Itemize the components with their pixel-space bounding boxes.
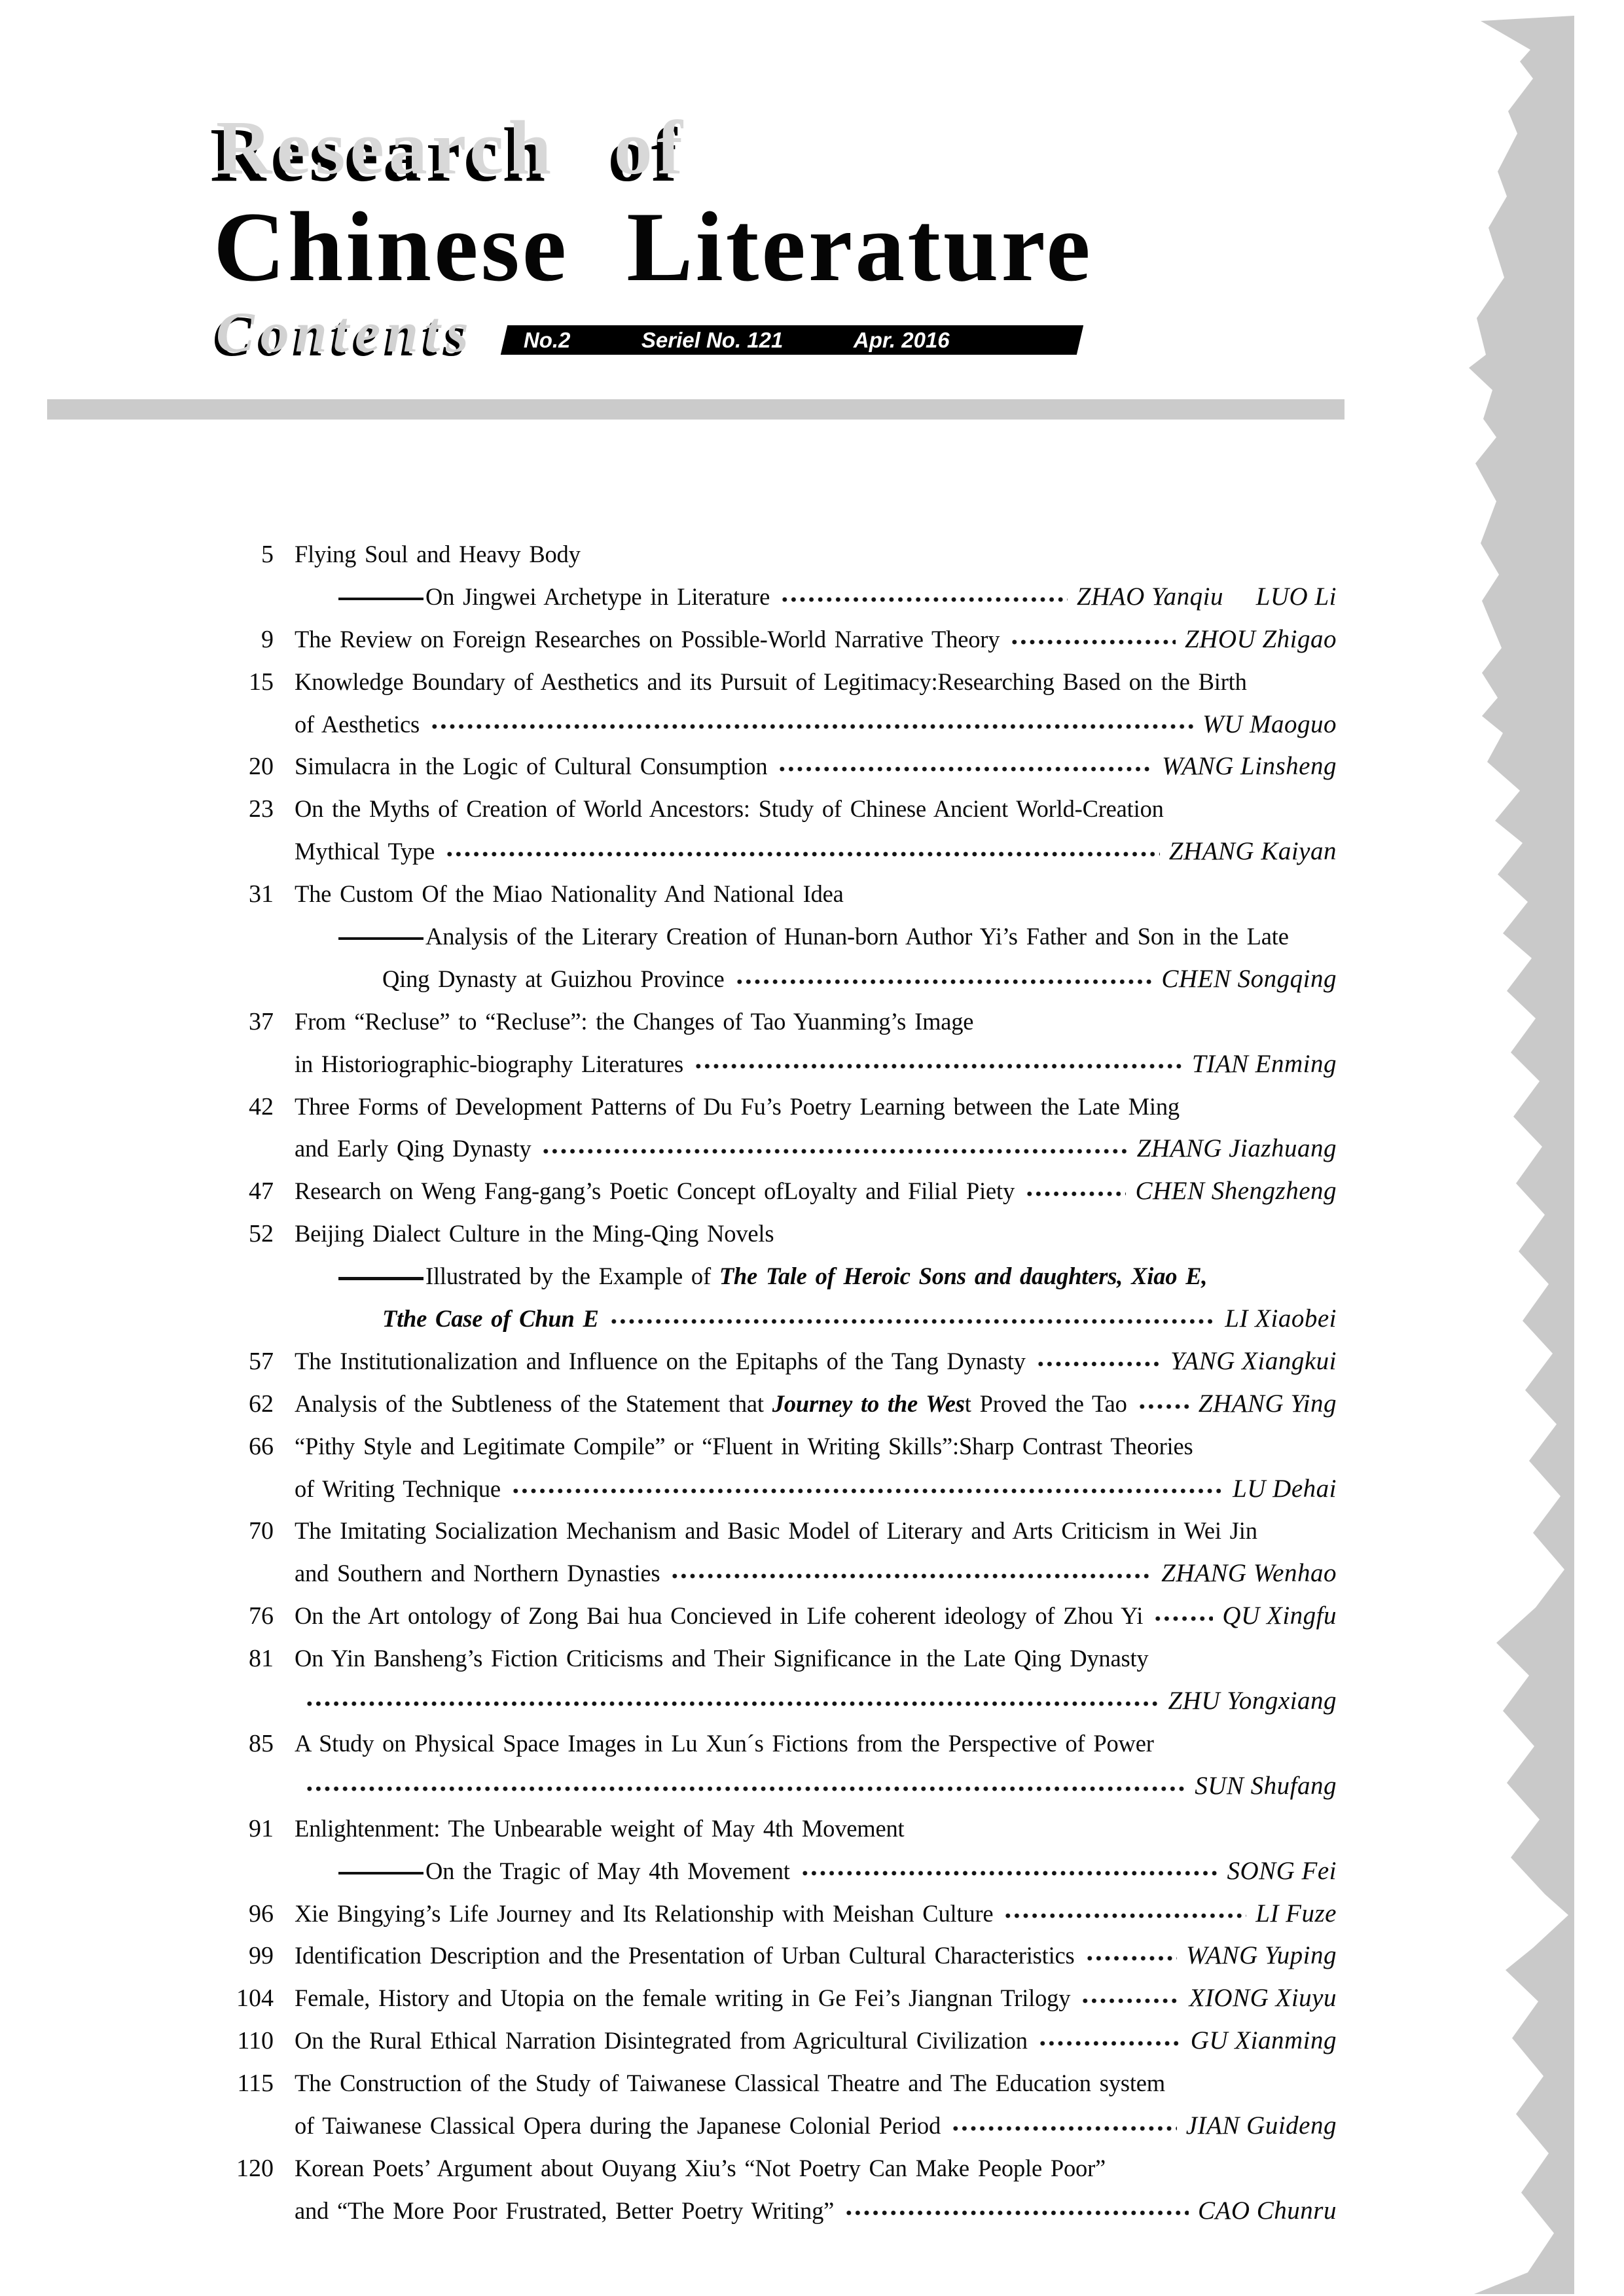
author-name: ZHANG Wenhao xyxy=(1161,1559,1337,1588)
article-title xyxy=(295,1893,993,1935)
title-segment: The Institutionalization and Influence on the Epitaphs of the Tang Dynasty xyxy=(295,1347,1026,1374)
toc-line xyxy=(216,1638,1337,1680)
toc-line xyxy=(216,2147,1337,2190)
em-dash xyxy=(338,1277,424,1280)
article-title xyxy=(338,916,1289,958)
dot-leader xyxy=(1036,1340,1161,1383)
dot-leader xyxy=(1085,1935,1177,1977)
article-title xyxy=(295,2020,1028,2062)
dot-leader xyxy=(1138,1383,1189,1426)
dot-leader xyxy=(305,1680,1159,1723)
title-segment: Korean Poets’ Argument about Ouyang Xiu’s “Not Poetry Can Make People Poor” xyxy=(295,2154,1106,2181)
em-dash xyxy=(338,1872,424,1875)
article-title xyxy=(295,1552,660,1595)
page-number: 91 xyxy=(249,1814,274,1842)
dot-leader xyxy=(1153,1595,1213,1638)
banner-issue-number: No.2 xyxy=(524,327,571,352)
header-divider-bar xyxy=(47,399,1344,420)
toc-line xyxy=(216,2062,1337,2105)
toc-line xyxy=(216,1850,1337,1893)
author-name: CHEN Songqing xyxy=(1161,964,1337,993)
title-segment: A Study on Physical Space Images in Lu Xun´s Fictions from the Perspective of Power xyxy=(295,1729,1154,1757)
page-number: 42 xyxy=(249,1092,274,1121)
author-name: WANG Yuping xyxy=(1186,1941,1337,1970)
toc-line xyxy=(216,1043,1337,1086)
author-name: GU Xianming xyxy=(1190,2026,1337,2055)
author-name: LU Dehai xyxy=(1233,1474,1337,1503)
title-segment: On Yin Bansheng’s Fiction Criticisms and Their Significance in the Late Qing Dynasty xyxy=(295,1645,1149,1672)
toc-line xyxy=(216,2020,1337,2062)
author-name: CAO Chunru xyxy=(1198,2196,1337,2225)
toc-line xyxy=(216,661,1337,704)
title-segment: The Review on Foreign Researches on Possible-World Narrative Theory xyxy=(295,625,1000,653)
banner-date: Apr. 2016 xyxy=(853,327,950,352)
article-title xyxy=(295,2147,1106,2190)
title-segment: The Imitating Socialization Mechanism and Basic Model of Literary and Arts Criticism in Wei Jin xyxy=(295,1517,1257,1545)
journal-title-line2: Chinese Literature xyxy=(213,192,1093,302)
article-title xyxy=(295,1935,1075,1977)
title-segment: Xie Bingying’s Life Journey and Its Relationship with Meishan Culture xyxy=(295,1899,994,1927)
title-segment: in Historiographic-biography Literatures xyxy=(295,1050,683,1077)
title-segment: t Proved the Tao xyxy=(964,1390,1127,1417)
title-segment: Simulacra in the Logic of Cultural Consumption xyxy=(295,753,768,780)
page-number: 96 xyxy=(249,1899,274,1928)
title-segment: and “The More Poor Frustrated, Better Poetry Writing” xyxy=(295,2197,835,2224)
article-title xyxy=(295,788,1164,831)
author-name: WANG Linsheng xyxy=(1161,752,1337,781)
author-name: SUN Shufang xyxy=(1195,1771,1337,1800)
article-title xyxy=(295,1383,1127,1426)
title-segment: Analysis of the Subtleness of the Statement that xyxy=(295,1390,772,1417)
page-number: 115 xyxy=(237,2070,274,2098)
toc-line xyxy=(216,1255,1337,1298)
title-segment: Enlightenment: The Unbearable weight of May 4th Movement xyxy=(295,1814,905,1842)
title-segment: On the Art ontology of Zong Bai hua Concieved in Life coherent ideology of Zhou Yi xyxy=(295,1602,1144,1630)
author-name: TIAN Enming xyxy=(1191,1049,1337,1078)
em-dash xyxy=(338,598,424,601)
contents-heading: Contents xyxy=(216,301,475,365)
page-number: 66 xyxy=(249,1432,274,1460)
author-name: QU Xingfu xyxy=(1222,1602,1337,1630)
page-number: 37 xyxy=(249,1007,274,1035)
page-number: 81 xyxy=(249,1645,274,1673)
title-segment: Beijing Dialect Culture in the Ming-Qing Novels xyxy=(295,1220,774,1247)
dot-leader xyxy=(609,1298,1216,1340)
dot-leader xyxy=(1038,2020,1182,2062)
article-title xyxy=(295,2105,941,2147)
title-segment: Flying Soul and Heavy Body xyxy=(295,541,581,567)
page-number: 20 xyxy=(249,753,274,781)
article-title xyxy=(295,1170,1015,1213)
article-title xyxy=(295,1001,973,1043)
toc-line xyxy=(216,1765,1337,1808)
article-title xyxy=(295,745,767,788)
article-title xyxy=(295,1638,1148,1680)
toc-line xyxy=(216,1808,1337,1850)
dot-leader xyxy=(694,1043,1183,1086)
toc-line xyxy=(216,788,1337,831)
article-title xyxy=(338,1255,1207,1298)
toc-line xyxy=(216,1340,1337,1383)
article-title xyxy=(295,1128,531,1170)
article-title xyxy=(295,1723,1154,1765)
dot-leader xyxy=(844,2190,1189,2233)
dot-leader xyxy=(801,1850,1218,1893)
toc-line xyxy=(216,1383,1337,1426)
title-segment: On Jingwei Archetype in Literature xyxy=(425,583,770,610)
article-title xyxy=(295,873,844,916)
title-segment: From “Recluse” to “Recluse”: the Changes of Tao Yuanming’s Image xyxy=(295,1007,974,1035)
author-name: JIAN Guideng xyxy=(1185,2111,1337,2140)
dot-leader xyxy=(445,831,1160,873)
title-segment: Research on Weng Fang-gang’s Poetic Concept ofLoyalty and Filial Piety xyxy=(295,1177,1015,1205)
article-title xyxy=(295,1043,683,1086)
title-segment: Identification Description and the Presentation of Urban Cultural Characteristics xyxy=(295,1942,1075,1969)
article-title xyxy=(295,2190,834,2233)
toc-line xyxy=(216,1723,1337,1765)
title-segment: The Construction of the Study of Taiwanese Classical Theatre and The Education system xyxy=(295,2070,1165,2097)
author-name: XIONG Xiuyu xyxy=(1189,1984,1337,2013)
toc-line xyxy=(216,873,1337,916)
page-number: 52 xyxy=(249,1220,274,1248)
banner-serial-number: Seriel No. 121 xyxy=(641,327,783,352)
title-segment: “Pithy Style and Legitimate Compile” or “Fluent in Writing Skills”:Sharp Contrast Theories xyxy=(295,1432,1193,1460)
article-title xyxy=(295,1426,1193,1468)
page-number: 110 xyxy=(237,2027,274,2055)
dot-leader xyxy=(511,1468,1223,1511)
toc-line xyxy=(216,1213,1337,1255)
page-number: 47 xyxy=(249,1177,274,1206)
page-number: 70 xyxy=(249,1517,274,1545)
article-title xyxy=(295,533,581,576)
toc-line xyxy=(216,576,1337,619)
toc-line xyxy=(216,1510,1337,1552)
page-number: 5 xyxy=(261,541,274,568)
title-segment: Tthe Case of Chun E xyxy=(382,1305,599,1333)
toc-line xyxy=(216,1468,1337,1511)
title-segment: and Early Qing Dynasty xyxy=(295,1135,532,1162)
article-title xyxy=(382,958,725,1001)
dot-leader xyxy=(541,1128,1127,1170)
toc-line xyxy=(216,619,1337,661)
article-title xyxy=(295,661,1247,704)
toc-line xyxy=(216,1170,1337,1213)
dot-leader xyxy=(778,745,1153,788)
author-name: ZHANG Jiazhuang xyxy=(1136,1134,1337,1163)
article-title xyxy=(295,619,1000,661)
author-name: LI Xiaobei xyxy=(1225,1304,1337,1333)
author-name: ZHOU Zhigao xyxy=(1185,624,1337,653)
toc-line xyxy=(216,1595,1337,1638)
dot-leader xyxy=(670,1552,1152,1595)
dot-leader xyxy=(1010,619,1176,661)
toc-line xyxy=(216,1680,1337,1723)
author-name: ZHU Yongxiang xyxy=(1168,1687,1337,1715)
title-segment: Illustrated by the Example of xyxy=(425,1263,719,1290)
article-title xyxy=(295,2062,1165,2105)
page-number: 76 xyxy=(249,1602,274,1630)
toc-line xyxy=(216,1893,1337,1935)
page-number: 31 xyxy=(249,880,274,908)
title-segment: of Taiwanese Classical Opera during the Japanese Colonial Period xyxy=(295,2111,941,2139)
toc-line xyxy=(216,2190,1337,2233)
article-title xyxy=(382,1298,599,1340)
toc-line xyxy=(216,1552,1337,1595)
toc-line xyxy=(216,1298,1337,1340)
toc-line xyxy=(216,533,1337,576)
article-title xyxy=(338,576,770,619)
toc-line xyxy=(216,1426,1337,1468)
dot-leader xyxy=(305,1765,1185,1808)
page-number: 120 xyxy=(236,2154,274,2182)
title-segment: Female, History and Utopia on the female writing in Ge Fei’s Jiangnan Trilogy xyxy=(295,1984,1071,2012)
author-name: SONG Fei xyxy=(1227,1856,1337,1885)
issue-banner xyxy=(501,325,1083,355)
author-name: YANG Xiangkui xyxy=(1170,1346,1337,1375)
dot-leader xyxy=(430,704,1193,746)
title-segment: and Southern and Northern Dynasties xyxy=(295,1560,660,1587)
title-segment: The Tale of Heroic Sons and daughters, Xiao E, xyxy=(719,1263,1208,1290)
title-segment: Qing Dynasty at Guizhou Province xyxy=(382,965,725,992)
dot-leader xyxy=(1025,1170,1126,1213)
article-title xyxy=(295,1510,1257,1552)
article-title xyxy=(338,1850,790,1893)
page-number: 15 xyxy=(249,668,274,696)
toc-line xyxy=(216,704,1337,746)
page-number: 9 xyxy=(261,625,274,653)
toc-line xyxy=(216,1001,1337,1043)
article-title xyxy=(295,1595,1143,1638)
toc-line xyxy=(216,916,1337,958)
toc-line xyxy=(216,1977,1337,2020)
article-title xyxy=(295,1340,1026,1383)
page-number: 57 xyxy=(249,1347,274,1375)
page-number: 99 xyxy=(249,1942,274,1970)
toc-list xyxy=(216,533,1337,2233)
article-title xyxy=(295,1977,1070,2020)
title-segment: Knowledge Boundary of Aesthetics and its Pursuit of Legitimacy:Researching Based on the Birth xyxy=(295,668,1247,695)
page-number: 62 xyxy=(249,1390,274,1418)
toc-line xyxy=(216,1935,1337,1977)
journal-title-line1: Research of xyxy=(216,105,687,190)
author-name: WU Maoguo xyxy=(1202,709,1337,738)
dot-leader xyxy=(780,576,1068,619)
page-number: 85 xyxy=(249,1729,274,1757)
toc-line xyxy=(216,2105,1337,2147)
page-number: 104 xyxy=(236,1984,274,2013)
author-name: LI Fuze xyxy=(1255,1899,1337,1928)
title-segment: The Custom Of the Miao Nationality And National Idea xyxy=(295,880,844,908)
article-title xyxy=(295,1213,774,1255)
title-segment: of Aesthetics xyxy=(295,710,420,738)
title-segment: Mythical Type xyxy=(295,838,435,865)
article-title xyxy=(295,831,435,873)
author-name: ZHAO Yanqiu LUO Li xyxy=(1076,582,1337,611)
author-name: ZHANG Kaiyan xyxy=(1168,837,1337,866)
author-name: ZHANG Ying xyxy=(1198,1389,1337,1418)
title-segment: Analysis of the Literary Creation of Hunan-born Author Yi’s Father and Son in the Late xyxy=(425,923,1289,950)
title-segment: Three Forms of Development Patterns of Du Fu’s Poetry Learning between the Late Ming xyxy=(295,1092,1180,1120)
dot-leader xyxy=(1081,1977,1180,2020)
title-segment: On the Tragic of May 4th Movement xyxy=(425,1857,790,1884)
toc-line xyxy=(216,831,1337,873)
title-segment: of Writing Technique xyxy=(295,1475,501,1502)
dot-leader xyxy=(1003,1893,1246,1935)
article-title xyxy=(295,1808,904,1850)
article-title xyxy=(295,704,420,746)
title-segment: On the Myths of Creation of World Ancestors: Study of Chinese Ancient World-Creation xyxy=(295,795,1164,823)
article-title xyxy=(295,1086,1180,1128)
toc-line xyxy=(216,958,1337,1001)
toc-line xyxy=(216,1086,1337,1128)
title-segment: On the Rural Ethical Narration Disintegrated from Agricultural Civilization xyxy=(295,2027,1028,2054)
toc-line xyxy=(216,745,1337,788)
article-title xyxy=(295,1468,501,1511)
author-name: CHEN Shengzheng xyxy=(1135,1177,1337,1206)
title-segment: Journey to the Wes xyxy=(772,1390,965,1417)
em-dash xyxy=(338,937,424,941)
dot-leader xyxy=(951,2105,1177,2147)
dot-leader xyxy=(735,958,1153,1001)
toc-line xyxy=(216,1128,1337,1170)
page-number: 23 xyxy=(249,795,274,823)
